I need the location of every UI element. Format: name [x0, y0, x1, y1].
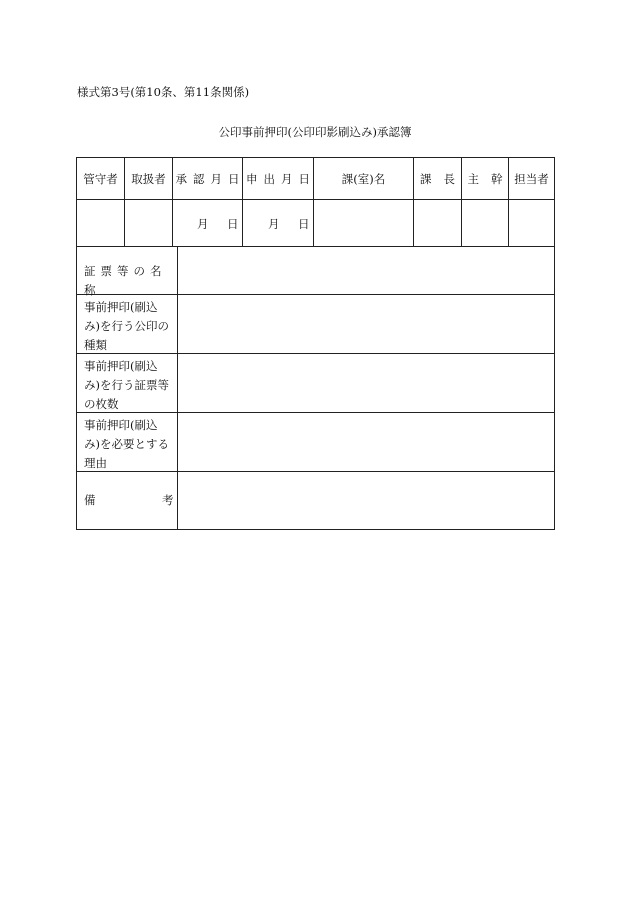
header-section-name: 課(室)名	[341, 172, 386, 186]
header-chief-officer: 主幹	[467, 172, 515, 186]
approval-month-unit: 月	[197, 217, 209, 231]
label-remarks-left: 備	[84, 493, 96, 507]
header-person-in-charge: 担当者	[514, 172, 549, 186]
header-section-chief: 課長	[420, 172, 467, 186]
label-reason: 事前押印(刷込み)を必要とする理由	[84, 418, 169, 470]
document-title: 公印事前押印(公印印影刷込み)承認簿	[218, 125, 412, 139]
label-certificate-name: 証票等の名称	[84, 264, 167, 297]
label-remarks-right: 考	[162, 493, 174, 507]
label-sheet-count: 事前押印(刷込み)を行う証票等の枚数	[84, 359, 169, 411]
request-day-unit: 日	[298, 217, 310, 231]
approval-day-unit: 日	[227, 217, 239, 231]
header-approval-date: 承認月日	[175, 172, 246, 186]
row-divider-1	[77, 246, 554, 247]
request-month-unit: 月	[268, 217, 280, 231]
header-request-date: 申出月日	[246, 172, 316, 186]
label-seal-type: 事前押印(刷込み)を行う公印の種類	[84, 300, 169, 352]
approval-register-table	[76, 157, 555, 530]
header-toriatsukai: 取扱者	[131, 172, 166, 186]
header-kanri: 管守者	[83, 172, 118, 186]
form-number-label: 様式第3号(第10条、第11条関係)	[77, 85, 250, 99]
